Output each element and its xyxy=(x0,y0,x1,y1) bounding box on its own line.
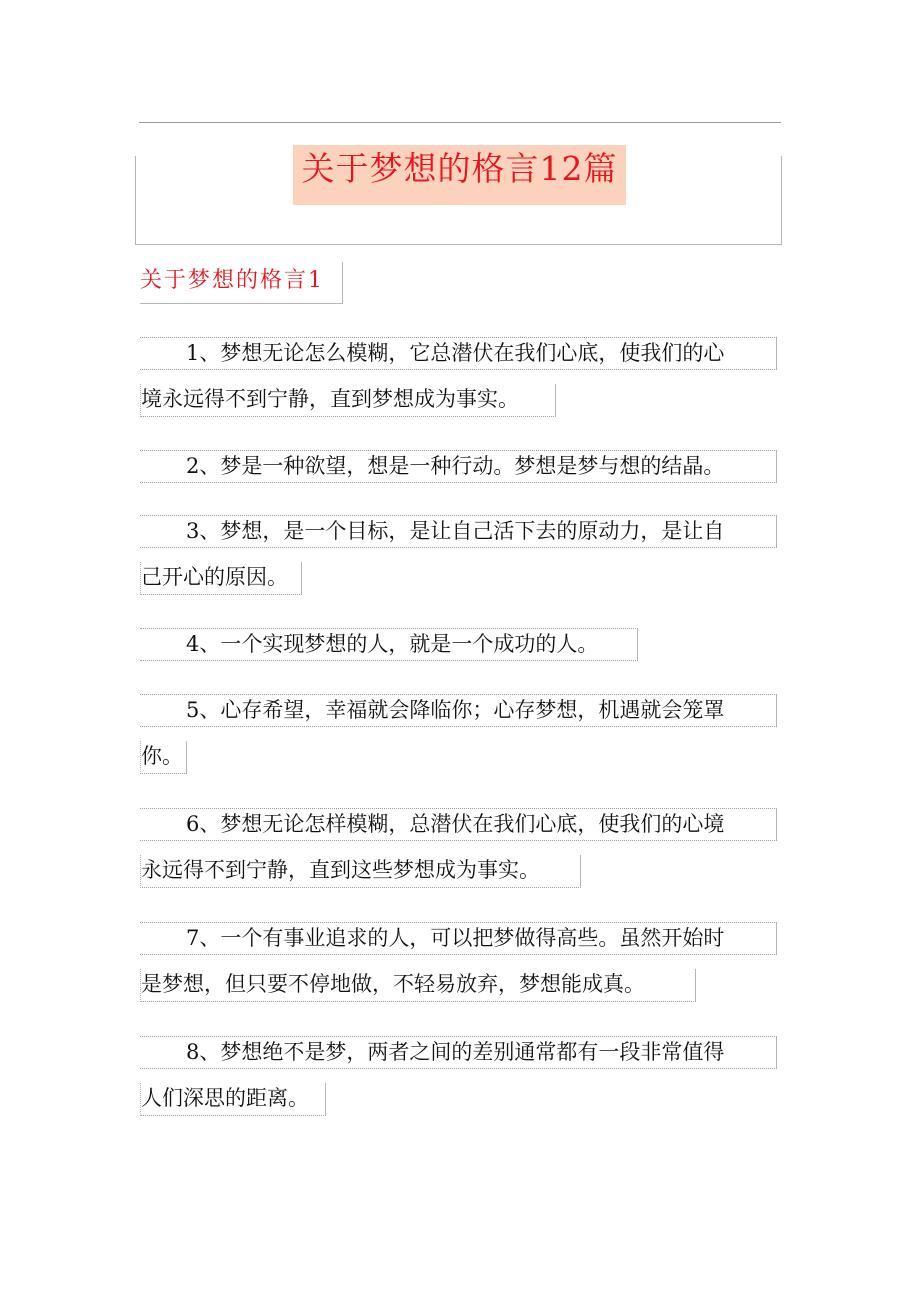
quote-3-line-1: 3、梦想，是一个目标，是让自己活下去的原动力，是让自 xyxy=(140,515,777,548)
quote-8-line-1: 8、梦想绝不是梦，两者之间的差别通常都有一段非常值得 xyxy=(140,1036,777,1069)
quote-8-line-2: 人们深思的距离。 xyxy=(140,1083,326,1116)
quote-1-line-1: 1、梦想无论怎么模糊，它总潜伏在我们心底，使我们的心 xyxy=(140,337,777,370)
quote-4-line-1: 4、一个实现梦想的人，就是一个成功的人。 xyxy=(140,628,638,661)
section-heading: 关于梦想的格言1 xyxy=(140,262,343,304)
quote-6-line-2: 永远得不到宁静，直到这些梦想成为事实。 xyxy=(140,855,581,888)
page-title: 关于梦想的格言12篇 xyxy=(293,145,626,205)
quote-2-line-1: 2、梦是一种欲望，想是一种行动。梦想是梦与想的结晶。 xyxy=(140,450,777,483)
quote-7-line-2: 是梦想，但只要不停地做，不轻易放弃，梦想能成真。 xyxy=(140,969,696,1002)
quote-7-line-1: 7、一个有事业追求的人，可以把梦做得高些。虽然开始时 xyxy=(140,922,777,955)
quote-1-line-2: 境永远得不到宁静，直到梦想成为事实。 xyxy=(140,384,556,417)
quote-6-line-1: 6、梦想无论怎样模糊，总潜伏在我们心底，使我们的心境 xyxy=(140,808,777,841)
quote-5-line-2: 你。 xyxy=(140,741,187,774)
quote-3-line-2: 己开心的原因。 xyxy=(140,562,302,595)
top-rule xyxy=(139,122,781,123)
quote-5-line-1: 5、心存希望，幸福就会降临你；心存梦想，机遇就会笼罩 xyxy=(140,694,777,727)
